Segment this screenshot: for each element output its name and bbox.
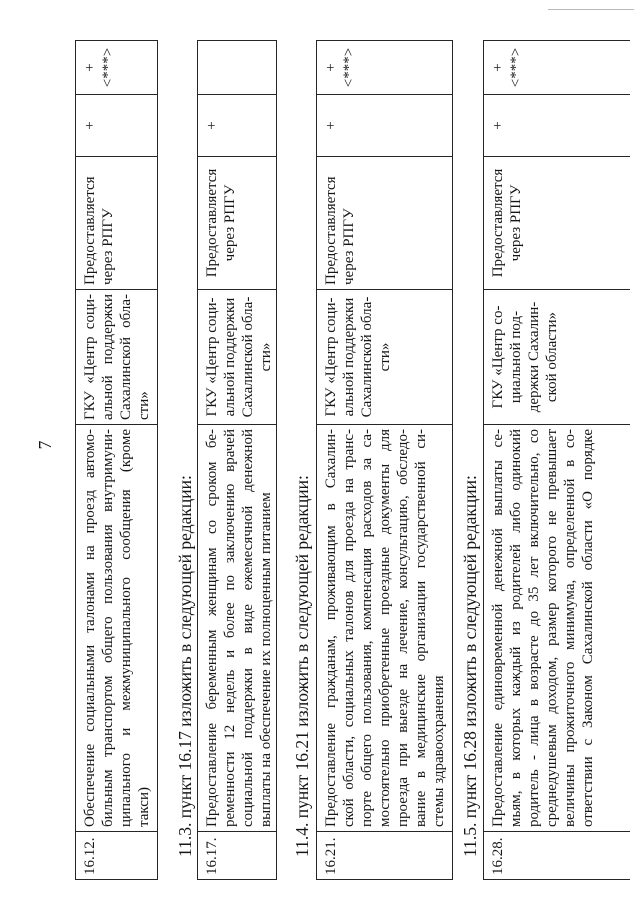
description-line: Обеспечение социальными талонами на проезд автомо-: [82, 429, 98, 827]
description-line: такси): [136, 787, 152, 827]
page-number: 7: [35, 440, 55, 450]
row-number-cell: [198, 831, 276, 879]
description-line: стемы здравоохранения: [431, 675, 447, 827]
section-heading: 11.3. пункт 16.17 изложить в следующей редакции:: [175, 475, 195, 857]
note-line: +: [490, 63, 506, 72]
provider-line: ГКУ «Центр соци-: [82, 294, 98, 420]
row-number: 16.17.: [204, 837, 220, 875]
availability-line: Предоставляется: [323, 176, 339, 285]
row-number-cell: [317, 831, 452, 879]
service-description-cell: [484, 424, 630, 831]
availability-cell: [198, 156, 276, 289]
provider-line: Сахалинской обла-: [240, 296, 256, 418]
note-cell: [198, 41, 276, 94]
provider-line: держки Сахалин-: [526, 301, 542, 413]
description-line: мостоятельно приобретенные проездные документы для: [377, 429, 393, 827]
provider-cell: [484, 289, 630, 424]
description-line: Предоставление единовременной денежной выплаты се-: [490, 429, 506, 827]
provider-line: сти»: [136, 391, 152, 420]
provider-cell: [317, 289, 452, 424]
description-line: величины прожиточного минимума, определенной в со-: [562, 429, 578, 827]
service-description-cell: [317, 424, 452, 831]
row-number: 16.12.: [82, 837, 98, 875]
provider-line: сти»: [258, 342, 274, 372]
provider-line: ской области»: [544, 311, 560, 403]
availability-line: через РПГУ: [100, 208, 116, 285]
description-line: порте общего пользования, компенсация расходов за са-: [359, 429, 375, 827]
availability-line: через РПГУ: [222, 184, 238, 262]
description-line: ципального и межмуниципального сообщения (кроме: [118, 429, 134, 827]
note-cell: [484, 41, 630, 94]
provider-line: альной поддержки: [222, 297, 238, 417]
note-line: +: [323, 63, 339, 72]
mark-plus: +: [490, 121, 506, 130]
provider-line: сти»: [377, 342, 393, 372]
availability-line: через РПГУ: [341, 208, 357, 285]
row-number-cell: [76, 831, 157, 879]
availability-line: Предоставляется: [82, 176, 98, 285]
service-table-row-16-12: [75, 40, 158, 880]
availability-line: Предоставляется: [204, 168, 220, 278]
provider-line: циальной под-: [508, 310, 524, 404]
description-line: проезда при выезде на лечение, консультацию, обследо-: [395, 429, 411, 827]
availability-line: через РПГУ: [508, 184, 524, 262]
description-line: ременности 12 недель и более по заключению врачей: [222, 429, 238, 827]
row-number: 16.28.: [490, 837, 506, 875]
provider-line: ГКУ «Центр соци-: [323, 297, 339, 417]
availability-line: Предоставляется: [490, 168, 506, 278]
description-line: выплаты на обеспечение их полноценным питанием: [258, 492, 274, 827]
availability-cell: [76, 156, 157, 289]
mark-cell: [317, 94, 452, 156]
section-heading: 11.4. пункт 16.21 изложить в следующей редакции:: [292, 475, 312, 857]
section-heading: 11.5. пункт 16.28 изложить в следующей редакции:: [460, 475, 480, 857]
note-cell: [317, 41, 452, 94]
provider-cell: [76, 289, 157, 424]
description-line: бильным транспортом общего пользования внутримуни-: [100, 429, 116, 827]
mark-plus: +: [323, 121, 339, 130]
service-table-row-16-17: [197, 40, 277, 880]
description-line: вание в медицинские организации государственной си-: [413, 429, 429, 827]
provider-line: Сахалинской обла-: [359, 296, 375, 418]
mark-plus: +: [82, 121, 98, 130]
mark-cell: [484, 94, 630, 156]
note-line: <***>: [508, 47, 524, 88]
note-cell: [76, 41, 157, 94]
provider-line: Сахалинской обла-: [118, 294, 134, 420]
description-line: родитель - лица в возрасте до 35 лет включительно, со: [526, 429, 542, 827]
note-line: <***>: [100, 47, 116, 88]
service-description-cell: [198, 424, 276, 831]
row-number: 16.21.: [323, 837, 339, 875]
description-line: ской области, социальных талонов для проезда на транс-: [341, 429, 357, 827]
mark-cell: [76, 94, 157, 156]
service-table-row-16-28: [483, 40, 630, 880]
description-line: социальной поддержки в виде ежемесячной денежной: [240, 429, 256, 827]
mark-cell: [198, 94, 276, 156]
availability-cell: [317, 156, 452, 289]
provider-line: альной поддержки: [100, 294, 116, 420]
description-line: ответствии с Законом Сахалинской области «О порядке: [580, 429, 596, 827]
row-number-cell: [484, 831, 630, 879]
provider-line: ГКУ «Центр соци-: [204, 297, 220, 417]
mark-plus: +: [204, 121, 220, 130]
service-table-row-16-21: [316, 40, 453, 880]
note-line: +: [82, 63, 98, 72]
provider-cell: [198, 289, 276, 424]
description-line: Предоставление беременным женщинам со сроком бе-: [204, 429, 220, 827]
availability-cell: [484, 156, 630, 289]
provider-line: ГКУ «Центр со-: [490, 305, 506, 409]
description-line: среднедушевым доходом, размер которого не превышает: [544, 429, 560, 827]
service-description-cell: [76, 424, 157, 831]
note-line: <***>: [341, 47, 357, 88]
description-line: Предоставление гражданам, проживающим в Сахалин-: [323, 429, 339, 827]
description-line: мьям, в которых каждый из родителей либо одинокий: [508, 429, 524, 827]
provider-line: альной поддержки: [341, 297, 357, 417]
